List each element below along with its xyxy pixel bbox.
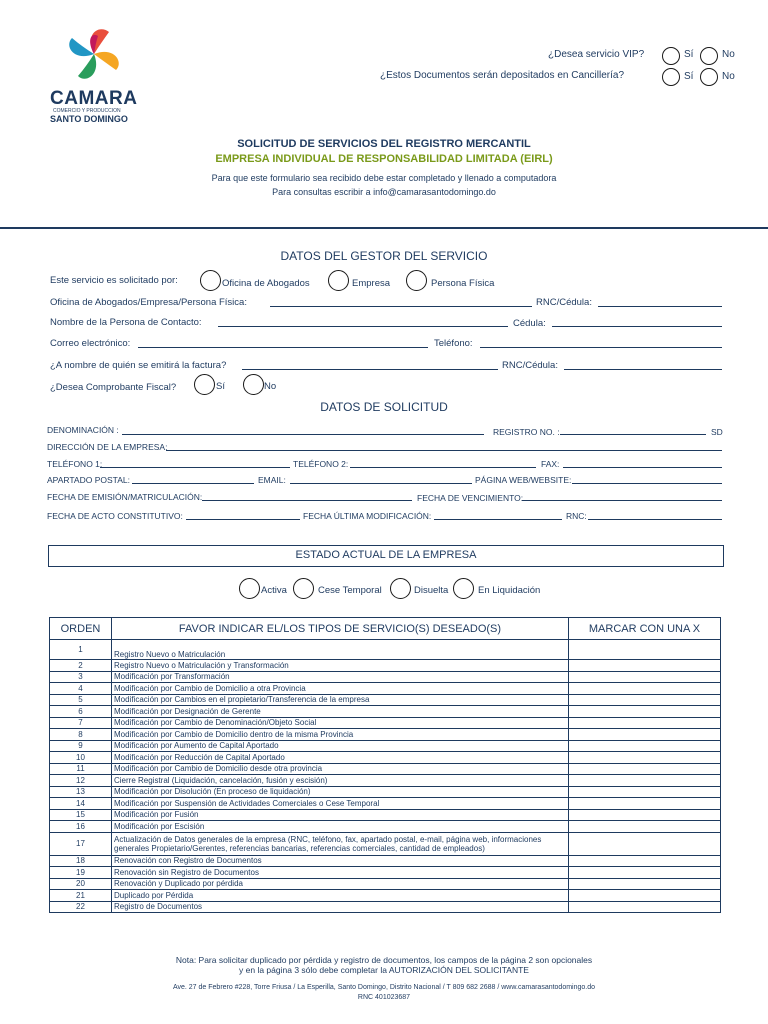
denominacion-input[interactable] xyxy=(122,434,484,435)
service-name: Duplicado por Pérdida xyxy=(112,890,569,902)
logo-name: CAMARA xyxy=(50,88,138,109)
table-row xyxy=(50,809,721,821)
acto-label: FECHA DE ACTO CONSTITUTIVO: xyxy=(47,511,183,521)
table-row xyxy=(50,763,721,775)
mark-cell[interactable] xyxy=(569,832,721,855)
logo xyxy=(50,24,140,124)
services-body xyxy=(50,640,721,913)
estado-liquidacion-radio[interactable] xyxy=(453,578,474,599)
cedula-label: Cédula: xyxy=(513,318,546,329)
service-name: Modificación por Cambio de Denominación/Objeto Social xyxy=(112,717,569,729)
telefono2-input[interactable] xyxy=(350,467,536,468)
vencimiento-input[interactable] xyxy=(522,500,722,501)
service-name: Renovación sin Registro de Documentos xyxy=(112,867,569,879)
table-row xyxy=(50,890,721,902)
form-title: SOLICITUD DE SERVICIOS DEL REGISTRO MERCANTIL xyxy=(237,138,531,150)
service-name: Modificación por Disolución (En proceso de liquidación) xyxy=(112,786,569,798)
factura-label: ¿A nombre de quién se emitirá la factura? xyxy=(50,360,227,371)
service-name: Renovación con Registro de Documentos xyxy=(112,855,569,867)
modificacion-label: FECHA ÚLTIMA MODIFICACIÓN: xyxy=(303,511,432,521)
comprobante-si-label: Sí xyxy=(216,381,225,392)
table-row xyxy=(50,878,721,890)
mark-cell[interactable] xyxy=(569,763,721,775)
vip-no-label: No xyxy=(722,49,735,60)
direccion-input[interactable] xyxy=(166,450,722,451)
cancilleria-no-radio[interactable] xyxy=(700,68,718,86)
row-number: 12 xyxy=(50,775,112,787)
service-name: Modificación por Cambio de Domicilio desde otra provincia xyxy=(112,763,569,775)
factura-input[interactable] xyxy=(242,369,498,370)
row-number: 2 xyxy=(50,660,112,672)
estado-disuelta-radio[interactable] xyxy=(390,578,411,599)
footer-rnc: RNC 401023687 xyxy=(357,994,411,1001)
mark-cell[interactable] xyxy=(569,878,721,890)
footer-note-1: Nota: Para solicitar duplicado por pérdida y registro de documentos, los campos de la página 2 son opcionales xyxy=(175,955,593,965)
table-row xyxy=(50,786,721,798)
service-name: Modificación por Designación de Gerente xyxy=(112,706,569,718)
mark-cell[interactable] xyxy=(569,752,721,764)
mark-cell[interactable] xyxy=(569,855,721,867)
vip-yes-label: Sí xyxy=(684,49,694,60)
gestor-heading: DATOS DEL GESTOR DEL SERVICIO xyxy=(280,249,488,263)
apartado-input[interactable] xyxy=(132,483,254,484)
service-name: Registro Nuevo o Matriculación y Transformación xyxy=(112,660,569,672)
row-number: 14 xyxy=(50,798,112,810)
footer-address: Ave. 27 de Febrero #228, Torre Friusa / La Esperilla, Santo Domingo, Distrito Nacional / T 809 682 2688 / www.camarasantodomingo.do xyxy=(172,984,596,991)
row-number: 11 xyxy=(50,763,112,775)
mark-cell[interactable] xyxy=(569,867,721,879)
table-row xyxy=(50,740,721,752)
rnc-label: RNC/Cédula: xyxy=(536,297,592,308)
table-row xyxy=(50,694,721,706)
mark-cell[interactable] xyxy=(569,706,721,718)
form-subtitle: EMPRESA INDIVIDUAL DE RESPONSABILIDAD LIMITADA (EIRL) xyxy=(215,153,553,165)
table-row xyxy=(50,660,721,672)
col-marcar-header: MARCAR CON UNA X xyxy=(569,618,721,640)
rnc-input[interactable] xyxy=(598,306,722,307)
table-row xyxy=(50,798,721,810)
cancilleria-no-label: No xyxy=(722,71,735,82)
oficina-label: Oficina de Abogados/Empresa/Persona Física: xyxy=(50,297,247,308)
correo-input[interactable] xyxy=(138,347,428,348)
row-number: 21 xyxy=(50,890,112,902)
solicitado-por-label: Este servicio es solicitado por: xyxy=(50,275,178,286)
comprobante-si-radio[interactable] xyxy=(194,374,215,395)
denominacion-label: DENOMINACIÓN : xyxy=(47,425,119,435)
table-row xyxy=(50,683,721,695)
solicitud-heading: DATOS DE SOLICITUD xyxy=(320,400,448,414)
mark-cell[interactable] xyxy=(569,798,721,810)
registro-input[interactable] xyxy=(560,434,706,435)
service-name: Modificación por Aumento de Capital Aportado xyxy=(112,740,569,752)
table-row xyxy=(50,832,721,855)
row-number: 15 xyxy=(50,809,112,821)
row-number: 19 xyxy=(50,867,112,879)
table-row xyxy=(50,855,721,867)
row-number: 9 xyxy=(50,740,112,752)
estado-cese-radio[interactable] xyxy=(293,578,314,599)
row-number: 5 xyxy=(50,694,112,706)
cedula-input[interactable] xyxy=(552,326,722,327)
rnc-sol-label: RNC: xyxy=(566,511,587,521)
mark-cell[interactable] xyxy=(569,901,721,913)
table-row xyxy=(50,752,721,764)
table-row xyxy=(50,867,721,879)
service-name: Modificación por Reducción de Capital Aportado xyxy=(112,752,569,764)
table-row xyxy=(50,717,721,729)
service-name: Modificación por Escisión xyxy=(112,821,569,833)
comprobante-no-radio[interactable] xyxy=(243,374,264,395)
rnc2-input[interactable] xyxy=(564,369,722,370)
row-number: 22 xyxy=(50,901,112,913)
row-number: 3 xyxy=(50,671,112,683)
table-row xyxy=(50,775,721,787)
rnc2-label: RNC/Cédula: xyxy=(502,360,558,371)
emision-input[interactable] xyxy=(202,500,412,501)
mark-cell[interactable] xyxy=(569,821,721,833)
row-number: 10 xyxy=(50,752,112,764)
registro-label: REGISTRO NO. : xyxy=(493,427,560,437)
table-row xyxy=(50,901,721,913)
opt-empresa-radio[interactable] xyxy=(328,270,349,291)
service-name: Cierre Registral (Liquidación, cancelación, fusión y escisión) xyxy=(112,775,569,787)
col-tipo-header: FAVOR INDICAR EL/LOS TIPOS DE SERVICIO(S) DESEADO(S) xyxy=(112,618,569,640)
oficina-input[interactable] xyxy=(270,306,532,307)
comprobante-label: ¿Desea Comprobante Fiscal? xyxy=(50,382,177,393)
row-number: 18 xyxy=(50,855,112,867)
mark-cell[interactable] xyxy=(569,890,721,902)
telefono2-label: TELÉFONO 2: xyxy=(293,459,349,469)
web-input[interactable] xyxy=(572,483,722,484)
estado-cese-label: Cese Temporal xyxy=(318,585,382,596)
col-orden-header: ORDEN xyxy=(50,618,112,640)
estado-heading: ESTADO ACTUAL DE LA EMPRESA xyxy=(295,549,477,561)
row-number: 13 xyxy=(50,786,112,798)
cancilleria-yes-label: Sí xyxy=(684,71,694,82)
web-label: PÁGINA WEB/WEBSITE: xyxy=(475,475,572,485)
pinwheel-logo-icon xyxy=(64,24,124,84)
contacto-label: Nombre de la Persona de Contacto: xyxy=(50,317,202,328)
footer-note-2: y en la página 3 sólo debe completar la AUTORIZACIÓN DEL SOLICITANTE xyxy=(239,965,529,975)
estado-liquidacion-label: En Liquidación xyxy=(478,585,541,596)
opt-empresa-label: Empresa xyxy=(352,278,391,289)
mark-cell[interactable] xyxy=(569,660,721,672)
mark-cell[interactable] xyxy=(569,671,721,683)
table-row xyxy=(50,729,721,741)
opt-persona-radio[interactable] xyxy=(406,270,427,291)
logo-sub2: SANTO DOMINGO xyxy=(50,114,128,124)
service-name: Modificación por Cambio de Domicilio dentro de la misma Provincia xyxy=(112,729,569,741)
divider xyxy=(0,227,768,229)
form-note-1: Para que este formulario sea recibido debe estar completado y llenado a computadora xyxy=(211,173,557,183)
table-row xyxy=(50,821,721,833)
telefono1-input[interactable] xyxy=(100,467,290,468)
mark-cell[interactable] xyxy=(569,694,721,706)
logo-sub1: COMERCIO Y PRODUCCION xyxy=(53,108,121,114)
estado-activa-label: Activa xyxy=(261,585,287,596)
row-number: 17 xyxy=(50,832,112,855)
direccion-label: DIRECCIÓN DE LA EMPRESA: xyxy=(47,442,168,452)
service-name: Actualización de Datos generales de la empresa (RNC, teléfono, fax, apartado postal, e-mail, página web, informaciones generales Propietario/Gerentes, referencias bancarias, referencias comerciales, cantidad de empleados) xyxy=(112,832,569,855)
comprobante-no-label: No xyxy=(264,381,277,392)
opt-abogados-radio[interactable] xyxy=(200,270,221,291)
service-name: Renovación y Duplicado por pérdida xyxy=(112,878,569,890)
services-table-wrap xyxy=(49,617,721,913)
emision-label: FECHA DE EMISIÓN/MATRICULACIÓN: xyxy=(47,492,203,502)
rnc-sol-input[interactable] xyxy=(588,519,722,520)
service-name: Modificación por Suspensión de Actividades Comerciales o Cese Temporal xyxy=(112,798,569,810)
mark-cell[interactable] xyxy=(569,729,721,741)
telefono-input[interactable] xyxy=(480,347,722,348)
service-name: Modificación por Cambio de Domicilio a otra Provincia xyxy=(112,683,569,695)
table-row xyxy=(50,640,721,660)
service-name: Modificación por Cambios en el propietario/Transferencia de la empresa xyxy=(112,694,569,706)
service-name: Registro de Documentos xyxy=(112,901,569,913)
contacto-input[interactable] xyxy=(218,326,508,327)
mark-cell[interactable] xyxy=(569,786,721,798)
service-name: Modificación por Transformación xyxy=(112,671,569,683)
mark-cell[interactable] xyxy=(569,740,721,752)
estado-activa-radio[interactable] xyxy=(239,578,260,599)
row-number: 16 xyxy=(50,821,112,833)
mark-cell[interactable] xyxy=(569,717,721,729)
opt-persona-label: Persona Física xyxy=(431,278,495,289)
fax-input[interactable] xyxy=(563,467,722,468)
telefono1-label: TELÉFONO 1: xyxy=(47,459,103,469)
row-number: 20 xyxy=(50,878,112,890)
apartado-label: APARTADO POSTAL: xyxy=(47,475,130,485)
sd-label: SD xyxy=(711,427,723,437)
mark-cell[interactable] xyxy=(569,683,721,695)
cancilleria-question: ¿Estos Documentos serán depositados en Cancillería? xyxy=(380,70,625,81)
row-number: 7 xyxy=(50,717,112,729)
row-number: 4 xyxy=(50,683,112,695)
email-label: EMAIL: xyxy=(258,475,286,485)
service-name: Registro Nuevo o Matriculación xyxy=(112,640,569,660)
service-name: Modificación por Fusión xyxy=(112,809,569,821)
mark-cell[interactable] xyxy=(569,809,721,821)
estado-disuelta-label: Disuelta xyxy=(414,585,449,596)
vip-yes-radio[interactable] xyxy=(662,47,680,65)
cancilleria-yes-radio[interactable] xyxy=(662,68,680,86)
table-row xyxy=(50,671,721,683)
email-input[interactable] xyxy=(290,483,472,484)
mark-cell[interactable] xyxy=(569,775,721,787)
modificacion-input[interactable] xyxy=(434,519,562,520)
telefono-label: Teléfono: xyxy=(434,338,473,349)
row-number: 8 xyxy=(50,729,112,741)
mark-cell[interactable] xyxy=(569,640,721,660)
acto-input[interactable] xyxy=(186,519,300,520)
vip-no-radio[interactable] xyxy=(700,47,718,65)
table-row xyxy=(50,706,721,718)
fax-label: FAX: xyxy=(541,459,560,469)
vip-question: ¿Desea servicio VIP? xyxy=(548,49,645,60)
form-note-2: Para consultas escribir a info@camarasantodomingo.do xyxy=(272,187,496,197)
services-table xyxy=(49,617,721,913)
opt-abogados-label: Oficina de Abogados xyxy=(222,278,310,289)
vencimiento-label: FECHA DE VENCIMIENTO: xyxy=(417,493,524,503)
row-number: 1 xyxy=(50,640,112,660)
row-number: 6 xyxy=(50,706,112,718)
correo-label: Correo electrónico: xyxy=(50,338,131,349)
